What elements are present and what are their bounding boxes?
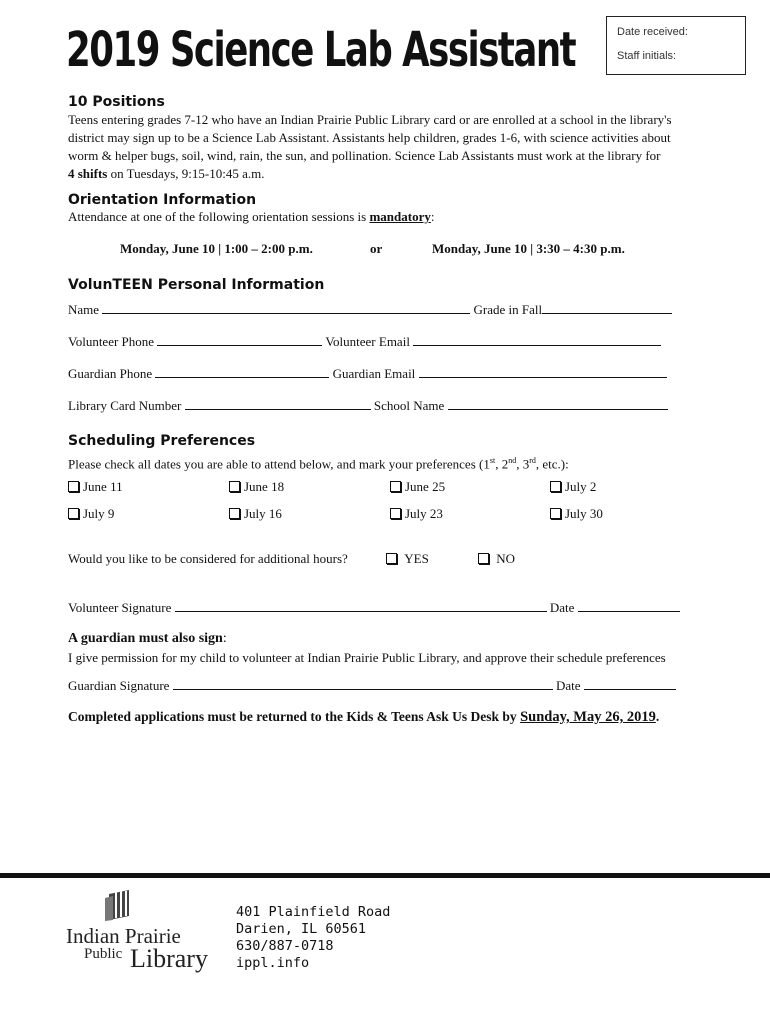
date-label: July 23 <box>405 506 443 521</box>
volunteer-phone-field[interactable] <box>157 333 322 346</box>
volunteer-contact-row <box>68 333 661 350</box>
date-option[interactable] <box>390 506 443 522</box>
date-option[interactable] <box>550 479 596 495</box>
guardian-date-label: Date <box>555 678 581 693</box>
shifts-count: 4 shifts <box>68 166 108 181</box>
library-card-field[interactable] <box>185 397 371 410</box>
office-use-box <box>606 16 746 75</box>
library-address <box>236 904 390 972</box>
return-instructions <box>68 709 659 726</box>
scheduling-intro-tail: , etc.): <box>535 456 569 472</box>
sep-2: , 2 <box>495 456 509 472</box>
deadline: Sunday, May 26, 2019 <box>520 709 656 725</box>
ordinal-st: st <box>489 456 496 465</box>
no-label: NO <box>496 551 516 566</box>
yes-option[interactable] <box>386 551 429 567</box>
name-field[interactable] <box>102 301 470 314</box>
date-label: June 25 <box>405 479 446 494</box>
guardian-signature-label: Guardian Signature <box>68 678 170 693</box>
volunteer-signature-field[interactable] <box>175 599 547 612</box>
logo-public: Public <box>84 946 123 962</box>
guardian-heading <box>68 631 227 647</box>
guardian-email-field[interactable] <box>419 365 667 378</box>
checkbox-icon[interactable] <box>550 481 561 492</box>
guardian-heading-colon: : <box>222 631 227 646</box>
session-or: or <box>370 241 383 256</box>
date-label: July 9 <box>83 506 115 521</box>
volunteer-signature-label: Volunteer Signature <box>68 600 172 615</box>
address-phone: 630/887-0718 <box>236 938 334 954</box>
yes-label: YES <box>404 551 429 566</box>
footer-divider <box>0 873 770 878</box>
date-option[interactable] <box>390 479 445 495</box>
address-city: Darien, IL 60561 <box>236 921 367 937</box>
date-option[interactable] <box>229 479 284 495</box>
guardian-date-field[interactable] <box>584 677 676 690</box>
orientation-colon: : <box>430 209 435 224</box>
date-label: July 30 <box>565 506 603 521</box>
additional-hours-question: Would you like to be considered for additional hours? <box>68 551 348 566</box>
library-logo <box>66 888 216 978</box>
checkbox-icon[interactable] <box>390 508 401 519</box>
address-website[interactable]: ippl.info <box>236 955 310 971</box>
scheduling-intro-text: Please check all dates you are able to attend below, and mark your preferences (1 <box>68 456 490 472</box>
checkbox-icon[interactable] <box>386 553 397 564</box>
guardian-signature-field[interactable] <box>173 677 553 690</box>
orientation-heading: Orientation Information <box>68 192 257 208</box>
volunteer-phone-label: Volunteer Phone <box>68 334 155 349</box>
checkbox-icon[interactable] <box>229 481 240 492</box>
mandatory-text: mandatory <box>369 209 431 224</box>
return-text: Completed applications must be returned to the Kids & Teens Ask Us Desk by <box>68 709 521 724</box>
logo-line1: Indian Prairie <box>66 924 181 948</box>
library-school-row <box>68 397 668 414</box>
date-label: June 11 <box>83 479 123 494</box>
checkbox-icon[interactable] <box>68 508 79 519</box>
shifts-schedule: on Tuesdays, 9:15-10:45 a.m. <box>107 166 265 181</box>
book-icon <box>101 888 141 922</box>
ordinal-nd: nd <box>508 456 517 465</box>
date-label: July 2 <box>565 479 597 494</box>
date-option[interactable] <box>550 506 603 522</box>
grade-field[interactable] <box>542 301 672 314</box>
guardian-email-label: Guardian Email <box>332 366 416 381</box>
checkbox-icon[interactable] <box>229 508 240 519</box>
volunteer-date-label: Date <box>549 600 575 615</box>
orientation-intro-text: Attendance at one of the following orientation sessions is <box>68 209 370 224</box>
ordinal-rd: rd <box>529 456 536 465</box>
positions-heading: 10 Positions <box>68 94 165 110</box>
sep-3: , 3 <box>516 456 530 472</box>
date-option[interactable] <box>229 506 282 522</box>
checkbox-icon[interactable] <box>68 481 79 492</box>
permission-text: I give permission for my child to volunteer at Indian Prairie Public Library, and approve their schedule preferences <box>68 650 666 665</box>
school-name-field[interactable] <box>448 397 668 410</box>
checkbox-icon[interactable] <box>550 508 561 519</box>
positions-description <box>68 111 700 183</box>
checkbox-icon[interactable] <box>478 553 489 564</box>
guardian-heading-text: A guardian must also sign <box>68 631 223 646</box>
form-title: 2019 Science Lab Assistant <box>66 22 576 78</box>
volunteer-email-field[interactable] <box>413 333 661 346</box>
orientation-intro <box>68 209 434 225</box>
grade-label: Grade in Fall <box>473 302 543 317</box>
scheduling-intro <box>68 456 569 472</box>
guardian-phone-field[interactable] <box>155 365 329 378</box>
guardian-phone-label: Guardian Phone <box>68 366 153 381</box>
logo-library: Library <box>130 944 208 973</box>
session-1: Monday, June 10 | 1:00 – 2:00 p.m. <box>120 241 313 256</box>
address-street: 401 Plainfield Road <box>236 904 391 920</box>
guardian-signature-row <box>68 677 676 694</box>
school-name-label: School Name <box>373 398 445 413</box>
date-option[interactable] <box>68 506 114 522</box>
staff-initials-label: Staff initials: <box>617 50 677 62</box>
guardian-contact-row <box>68 365 667 382</box>
scheduling-heading: Scheduling Preferences <box>68 433 256 449</box>
date-label: July 16 <box>244 506 282 521</box>
date-option[interactable] <box>68 479 123 495</box>
session-2: Monday, June 10 | 3:30 – 4:30 p.m. <box>432 241 625 256</box>
name-row <box>68 301 672 318</box>
return-period: . <box>655 709 660 724</box>
date-received-label: Date received: <box>617 26 688 38</box>
volunteer-signature-row <box>68 599 680 616</box>
positions-body: Teens entering grades 7-12 who have an Indian Prairie Public Library card or are enrolled at a school in the library's district may sign up to be a Science Lab Assistant. Assistants help children, grades 1-6, with science activities about worm & helper bugs, soil, wind, rain, the sun, and pollination. Science Lab Assistants must work at the library for <box>68 112 672 163</box>
date-label: June 18 <box>244 479 285 494</box>
checkbox-icon[interactable] <box>390 481 401 492</box>
volunteer-email-label: Volunteer Email <box>325 334 410 349</box>
library-card-label: Library Card Number <box>68 398 182 413</box>
no-option[interactable] <box>478 551 515 567</box>
personal-info-heading: VolunTEEN Personal Information <box>68 277 325 293</box>
name-label: Name <box>68 302 100 317</box>
volunteer-date-field[interactable] <box>578 599 680 612</box>
